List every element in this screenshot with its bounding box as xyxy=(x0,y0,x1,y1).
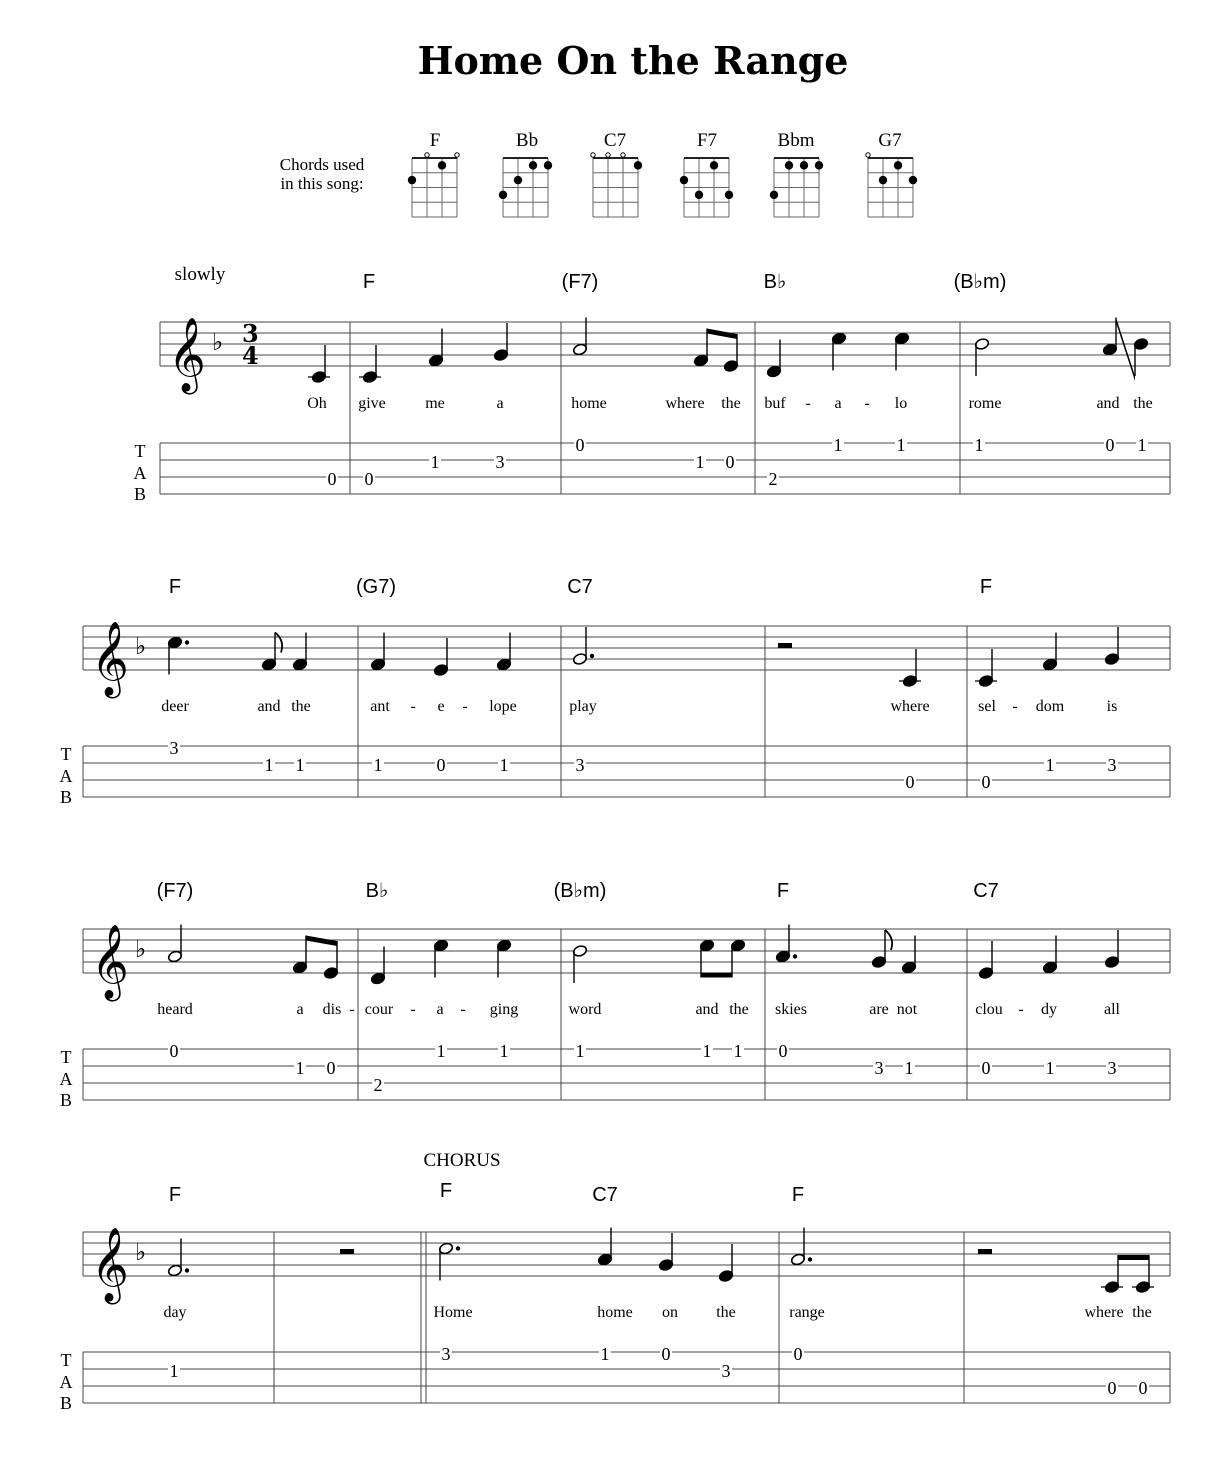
dot xyxy=(590,654,594,658)
chorus-label: CHORUS xyxy=(423,1150,501,1171)
lyric-syllable: where xyxy=(890,698,930,715)
beam xyxy=(1118,1255,1149,1260)
chord-finger-dot xyxy=(770,191,778,199)
chord-finger-dot xyxy=(710,161,718,169)
tab-fret: 1 xyxy=(974,435,984,455)
tab-fret: 0 xyxy=(364,469,374,489)
chord-finger-dot xyxy=(544,161,552,169)
tab-fret: 0 xyxy=(661,1344,671,1364)
tab-letter: B xyxy=(59,787,73,807)
lyric-syllable: the xyxy=(716,1304,736,1321)
chord-finger-dot xyxy=(529,161,537,169)
chord-finger-dot xyxy=(879,176,887,184)
half-rest xyxy=(978,1249,992,1254)
tab-fret: 3 xyxy=(441,1344,451,1364)
key-signature-flat-icon: ♭ xyxy=(135,935,147,963)
lyric-syllable: the xyxy=(729,1001,749,1018)
lyric-syllable: - xyxy=(349,1001,355,1018)
lyric-syllable: and xyxy=(1096,395,1120,412)
tab-fret: 0 xyxy=(1138,1378,1148,1398)
chord-finger-dot xyxy=(800,161,808,169)
tab-fret: 1 xyxy=(904,1058,914,1078)
tab-clef xyxy=(134,441,147,504)
chord-symbol: F xyxy=(168,576,182,598)
chord-symbol: F xyxy=(776,880,790,902)
lyric-syllable: deer xyxy=(161,698,189,715)
tab-fret: 0 xyxy=(326,1058,336,1078)
chord-symbol: F xyxy=(362,271,376,293)
open-string-marker xyxy=(606,153,610,157)
chord-finger-dot xyxy=(680,176,688,184)
dot xyxy=(185,640,189,644)
lyric-syllable: me xyxy=(425,395,445,412)
chord-diagram-name: Bbm xyxy=(777,130,815,151)
chord-finger-dot xyxy=(408,176,416,184)
song-title: Home On the Range xyxy=(417,38,849,83)
tab-clef xyxy=(60,1350,73,1413)
tab-fret: 2 xyxy=(373,1075,383,1095)
tab-fret: 2 xyxy=(768,469,778,489)
chord-diagram-grid xyxy=(866,153,917,217)
tab-fret: 0 xyxy=(1105,435,1115,455)
lyric-syllable: lo xyxy=(894,395,908,412)
tab-fret: 1 xyxy=(600,1344,610,1364)
open-string-marker xyxy=(425,153,429,157)
lyric-syllable: are xyxy=(869,1001,889,1018)
lyric-syllable: skies xyxy=(775,1001,807,1018)
dot xyxy=(808,1257,812,1261)
lyric-syllable: give xyxy=(358,395,386,412)
key-signature-flat-icon: ♭ xyxy=(135,632,147,660)
lyric-syllable: on xyxy=(662,1304,678,1321)
tab-clef xyxy=(60,1047,73,1110)
chord-symbol: F xyxy=(168,1184,182,1206)
dot xyxy=(456,1246,460,1250)
tab-fret: 1 xyxy=(169,1361,179,1381)
treble-clef-icon: 𝄞 xyxy=(91,925,129,999)
tab-clef xyxy=(60,744,73,807)
tab-fret: 3 xyxy=(1107,755,1117,775)
tab-fret: 1 xyxy=(295,1058,305,1078)
chord-symbol: (F7) xyxy=(156,880,194,902)
treble-clef-icon: 𝄞 xyxy=(91,622,129,696)
tab-fret: 1 xyxy=(833,435,843,455)
lyric-syllable: - xyxy=(805,395,811,412)
chord-finger-dot xyxy=(894,161,902,169)
half-rest xyxy=(340,1249,354,1254)
tab-fret: 1 xyxy=(430,452,440,472)
chord-diagrams xyxy=(408,153,917,217)
lyric-syllable: day xyxy=(163,1304,187,1321)
lyric-syllable: - xyxy=(1018,1001,1024,1018)
open-string-marker xyxy=(621,153,625,157)
key-signature-flat-icon: ♭ xyxy=(135,1238,147,1266)
lyric-syllable: the xyxy=(291,698,311,715)
note-flag xyxy=(275,633,282,653)
open-string-marker xyxy=(591,153,595,157)
chord-diagram-name: G7 xyxy=(878,130,902,151)
tab-fret: 0 xyxy=(436,755,446,775)
tab-fret: 0 xyxy=(778,1041,788,1061)
lyric-syllable: all xyxy=(1104,1001,1120,1018)
lyric-syllable: range xyxy=(789,1304,825,1321)
tab-fret: 0 xyxy=(725,452,735,472)
tab-fret: 1 xyxy=(896,435,906,455)
chord-symbol: (B♭m) xyxy=(553,880,607,902)
lyric-syllable: buf xyxy=(764,395,786,412)
lyric-syllable: word xyxy=(568,1001,602,1018)
tab-letter: T xyxy=(134,441,146,461)
chord-diagram-name: C7 xyxy=(603,130,627,151)
open-string-marker xyxy=(455,153,459,157)
half-rest xyxy=(778,643,792,648)
lyric-syllable: heard xyxy=(157,1001,193,1018)
chord-finger-dot xyxy=(815,161,823,169)
tab-fret: 1 xyxy=(695,452,705,472)
tab-fret: 1 xyxy=(1137,435,1147,455)
chord-diagram-grid xyxy=(770,158,823,217)
tab-letter: T xyxy=(60,744,72,764)
chord-finger-dot xyxy=(634,161,642,169)
chord-symbol: C7 xyxy=(567,576,593,598)
lyric-syllable: and xyxy=(695,1001,719,1018)
tab-fret: 1 xyxy=(575,1041,585,1061)
chord-symbol: B♭ xyxy=(763,271,787,293)
tab-fret: 3 xyxy=(721,1361,731,1381)
tempo-marking: slowly xyxy=(174,264,226,285)
tab-letter: T xyxy=(60,1047,72,1067)
tab-letter: A xyxy=(133,463,147,483)
tab-fret: 0 xyxy=(905,772,915,792)
tab-fret: 0 xyxy=(327,469,337,489)
chord-symbol: (B♭m) xyxy=(953,271,1007,293)
lyric-syllable: play xyxy=(569,698,597,715)
chords-used-label-line2: in this song: xyxy=(280,174,364,193)
lyric-syllable: where xyxy=(665,395,705,412)
tab-fret: 0 xyxy=(1107,1378,1117,1398)
lyric-syllable: a xyxy=(296,1001,304,1018)
chord-finger-dot xyxy=(725,191,733,199)
lyric-syllable: home xyxy=(571,395,607,412)
tab-fret: 3 xyxy=(575,755,585,775)
chord-finger-dot xyxy=(785,161,793,169)
lyric-syllable: the xyxy=(1132,1304,1152,1321)
tab-fret: 0 xyxy=(169,1041,179,1061)
lyric-syllable: Home xyxy=(433,1304,473,1321)
tab-fret: 1 xyxy=(702,1041,712,1061)
tab-fret: 3 xyxy=(169,738,179,758)
lyric-syllable: - xyxy=(410,698,416,715)
beam xyxy=(306,936,337,947)
lyric-syllable: Oh xyxy=(307,395,327,412)
lyric-syllable: sel xyxy=(978,698,996,715)
lyric-syllable: cour xyxy=(364,1001,394,1018)
tab-fret: 3 xyxy=(874,1058,884,1078)
lyric-syllable: is xyxy=(1106,698,1118,715)
chord-diagram-name: F xyxy=(429,130,441,151)
tab-fret: 3 xyxy=(1107,1058,1117,1078)
lyric-syllable: ging xyxy=(489,1001,519,1018)
key-signature-flat-icon: ♭ xyxy=(212,328,224,356)
lyric-syllable: and xyxy=(257,698,281,715)
time-signature-bottom: 4 xyxy=(242,341,259,370)
chord-symbol: C7 xyxy=(592,1184,618,1206)
lyric-syllable: - xyxy=(460,1001,466,1018)
chords-used-label-line1: Chords used xyxy=(279,155,365,174)
tab-fret: 1 xyxy=(264,755,274,775)
lyric-syllable: a xyxy=(834,395,842,412)
staff-graphics xyxy=(83,318,1170,1404)
lyrics-line xyxy=(163,1304,1151,1321)
tab-fret: 1 xyxy=(436,1041,446,1061)
chord-finger-dot xyxy=(909,176,917,184)
lyric-syllable: - xyxy=(462,698,468,715)
treble-clef-icon: 𝄞 xyxy=(168,318,206,392)
tab-fret: 1 xyxy=(295,755,305,775)
lyric-syllable: a xyxy=(436,1001,444,1018)
chord-finger-dot xyxy=(695,191,703,199)
tab-letter: B xyxy=(133,484,147,504)
tab-fret: 1 xyxy=(1045,1058,1055,1078)
dot xyxy=(793,954,797,958)
chord-symbol: F xyxy=(791,1184,805,1206)
open-string-marker xyxy=(866,153,870,157)
chord-diagram-grid xyxy=(408,153,459,217)
chord-symbol: B♭ xyxy=(365,880,389,902)
lyrics-line xyxy=(161,698,1117,715)
chord-finger-dot xyxy=(499,191,507,199)
lyric-syllable: e xyxy=(437,698,445,715)
chord-symbol: (F7) xyxy=(561,271,599,293)
tab-fret: 1 xyxy=(373,755,383,775)
tab-letter: T xyxy=(60,1350,72,1370)
beam xyxy=(707,329,737,340)
chord-diagram-grid xyxy=(591,153,642,217)
lyrics-line xyxy=(157,1001,1120,1018)
lyric-syllable: dis xyxy=(322,1001,342,1018)
lyric-syllable: home xyxy=(597,1304,633,1321)
tab-letter: A xyxy=(59,1372,73,1392)
chord-symbol: F xyxy=(439,1180,453,1202)
tab-letter: A xyxy=(59,1069,73,1089)
tab-fret: 1 xyxy=(499,755,509,775)
lyric-syllable: the xyxy=(721,395,741,412)
chord-symbol: (G7) xyxy=(356,576,396,598)
tab-letter: B xyxy=(59,1393,73,1413)
tab-fret: 1 xyxy=(499,1041,509,1061)
chord-symbol: C7 xyxy=(973,880,999,902)
chord-diagram-grid xyxy=(680,158,733,217)
tab-fret: 0 xyxy=(793,1344,803,1364)
lyric-syllable: dom xyxy=(1035,698,1065,715)
lyric-syllable: a xyxy=(496,395,504,412)
lyric-syllable: lope xyxy=(489,698,517,715)
lyric-syllable: dy xyxy=(1041,1001,1057,1018)
tab-letter: B xyxy=(59,1090,73,1110)
tab-fret: 0 xyxy=(981,772,991,792)
lyric-syllable: ant xyxy=(370,698,390,715)
tab-fret: 0 xyxy=(981,1058,991,1078)
beam xyxy=(1116,318,1135,382)
dot xyxy=(185,1268,189,1272)
lyric-syllable: - xyxy=(410,1001,416,1018)
time-signature-top: 3 xyxy=(242,319,259,348)
tab-fret: 0 xyxy=(575,435,585,455)
lyric-syllable: - xyxy=(1012,698,1018,715)
chord-finger-dot xyxy=(514,176,522,184)
tab-fret: 1 xyxy=(1045,755,1055,775)
chord-diagram-name: F7 xyxy=(696,130,718,151)
lyric-syllable: rome xyxy=(968,395,1002,412)
lyric-syllable: - xyxy=(864,395,870,412)
treble-clef-icon: 𝄞 xyxy=(91,1228,129,1302)
chord-symbol: F xyxy=(979,576,993,598)
tab-letter: A xyxy=(59,766,73,786)
lyric-syllable: the xyxy=(1133,395,1153,412)
chord-finger-dot xyxy=(438,161,446,169)
tab-fret: 1 xyxy=(733,1041,743,1061)
lyric-syllable: clou xyxy=(975,1001,1003,1018)
chord-diagram-name: Bb xyxy=(515,130,539,151)
chord-diagram-grid xyxy=(499,158,552,217)
lyric-syllable: not xyxy=(896,1001,918,1018)
lyrics-line xyxy=(307,395,1153,412)
lyric-syllable: where xyxy=(1084,1304,1124,1321)
tab-fret: 3 xyxy=(495,452,505,472)
beam xyxy=(701,973,732,978)
